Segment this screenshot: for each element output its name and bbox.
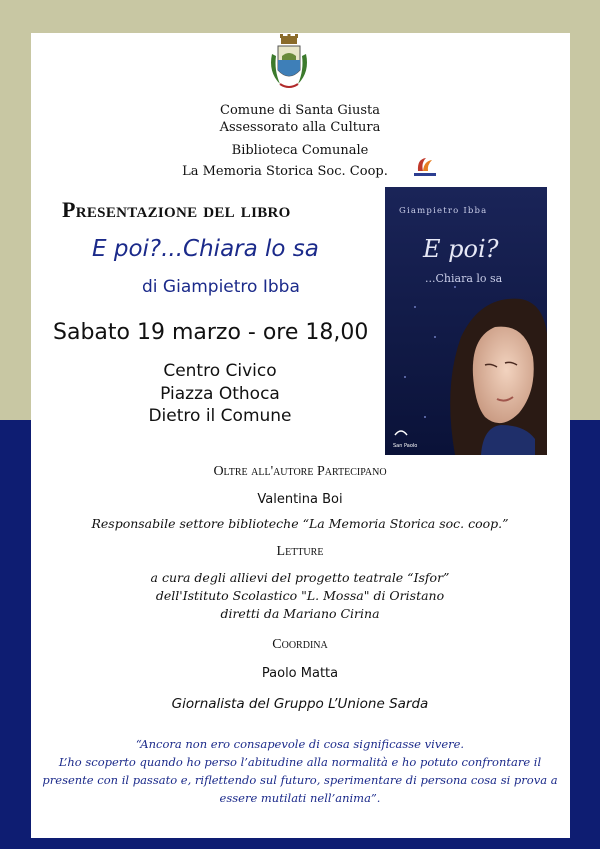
venue-square: Piazza Othoca xyxy=(160,384,280,404)
book-cover-image xyxy=(385,187,547,455)
participants-heading: Oltre all'autore Partecipano xyxy=(213,464,387,479)
cover-publisher: San Paolo xyxy=(393,443,418,449)
header-department: Assessorato alla Cultura xyxy=(219,120,381,135)
header-cooperative: La Memoria Storica Soc. Coop. xyxy=(182,164,388,179)
event-title: Presentazione del libro xyxy=(62,197,291,222)
quote-line-3: presente con il passato e, riflettendo sul futuro, sperimentare di persona cosa si prova a xyxy=(42,773,558,787)
event-date-time: Sabato 19 marzo - ore 18,00 xyxy=(53,320,369,345)
moderator-role: Giornalista del Gruppo L’Unione Sarda xyxy=(171,696,429,712)
cover-title: E poi? xyxy=(423,235,499,263)
venue-directions: Dietro il Comune xyxy=(148,406,292,426)
participant-name: Valentina Boi xyxy=(257,492,343,507)
book-title: E poi?...Chiara lo sa xyxy=(92,236,319,262)
quote-line-1: “Ancora non ero consapevole di cosa significasse vivere. xyxy=(135,737,465,751)
header-municipality: Comune di Santa Giusta xyxy=(220,103,380,118)
readings-line-1: a cura degli allievi del progetto teatrale “Isfor” xyxy=(150,570,450,585)
readings-heading: Letture xyxy=(276,544,324,559)
readings-line-3: diretti da Mariano Cirina xyxy=(220,606,380,621)
cover-author: Giampietro Ibba xyxy=(399,206,488,216)
book-author: di Giampietro Ibba xyxy=(142,277,300,297)
municipal-crest-icon xyxy=(266,34,312,94)
venue-name: Centro Civico xyxy=(163,361,277,381)
cooperative-logo-icon xyxy=(412,155,438,179)
header-library: Biblioteca Comunale xyxy=(231,143,369,158)
moderator-heading: Coordina xyxy=(272,637,328,652)
moderator-name: Paolo Matta xyxy=(261,666,339,681)
quote-line-4: essere mutilati nell’anima”. xyxy=(219,791,381,805)
quote-line-2: L’ho scoperto quando ho perso l’abitudine alla normalità e ho potuto confrontare il xyxy=(58,755,542,769)
participant-role: Responsabile settore biblioteche “La Memoria Storica soc. coop.” xyxy=(91,516,509,531)
readings-line-2: dell'Istituto Scolastico "L. Mossa" di Oristano xyxy=(155,588,445,603)
cover-subtitle: ...Chiara lo sa xyxy=(425,272,503,285)
